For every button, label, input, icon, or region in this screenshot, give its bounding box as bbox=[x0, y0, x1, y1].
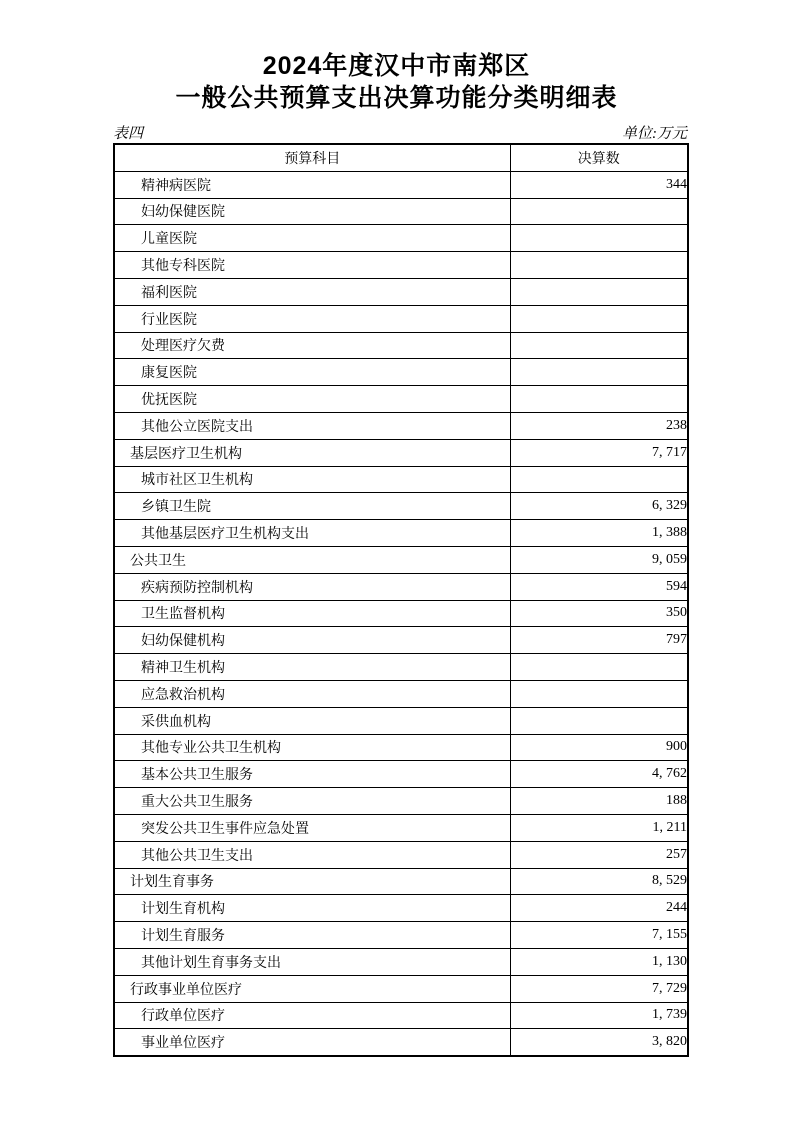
subject-cell: 基层医疗卫生机构 bbox=[114, 439, 510, 466]
amount-cell bbox=[510, 359, 688, 386]
subject-cell: 妇幼保健机构 bbox=[114, 627, 510, 654]
budget-table bbox=[113, 143, 689, 1057]
table-row bbox=[114, 627, 688, 654]
table-row bbox=[114, 198, 688, 225]
table-row bbox=[114, 573, 688, 600]
amount-cell bbox=[510, 654, 688, 681]
subject-cell: 计划生育服务 bbox=[114, 922, 510, 949]
amount-cell: 7, 155 bbox=[510, 922, 688, 949]
table-row bbox=[114, 386, 688, 413]
column-header-amount: 决算数 bbox=[510, 144, 688, 171]
amount-cell bbox=[510, 305, 688, 332]
table-row bbox=[114, 841, 688, 868]
table-row bbox=[114, 305, 688, 332]
amount-cell: 1, 211 bbox=[510, 814, 688, 841]
table-row bbox=[114, 734, 688, 761]
amount-cell: 7, 717 bbox=[510, 439, 688, 466]
table-row bbox=[114, 707, 688, 734]
amount-cell: 257 bbox=[510, 841, 688, 868]
table-row bbox=[114, 895, 688, 922]
amount-cell bbox=[510, 332, 688, 359]
amount-cell: 238 bbox=[510, 412, 688, 439]
table-row bbox=[114, 654, 688, 681]
table-row bbox=[114, 1029, 688, 1056]
amount-cell: 3, 820 bbox=[510, 1029, 688, 1056]
subject-cell: 妇幼保健医院 bbox=[114, 198, 510, 225]
table-row bbox=[114, 520, 688, 547]
table-row bbox=[114, 788, 688, 815]
amount-cell: 1, 739 bbox=[510, 1002, 688, 1029]
subject-cell: 疾病预防控制机构 bbox=[114, 573, 510, 600]
amount-cell: 594 bbox=[510, 573, 688, 600]
subject-cell: 乡镇卫生院 bbox=[114, 493, 510, 520]
amount-cell bbox=[510, 707, 688, 734]
subject-cell: 计划生育机构 bbox=[114, 895, 510, 922]
amount-cell: 4, 762 bbox=[510, 761, 688, 788]
table-caption-row bbox=[113, 125, 687, 143]
subject-cell: 康复医院 bbox=[114, 359, 510, 386]
amount-cell: 1, 388 bbox=[510, 520, 688, 547]
subject-cell: 突发公共卫生事件应急处置 bbox=[114, 814, 510, 841]
subject-cell: 行业医院 bbox=[114, 305, 510, 332]
subject-cell: 应急救治机构 bbox=[114, 680, 510, 707]
table-row bbox=[114, 680, 688, 707]
subject-cell: 行政事业单位医疗 bbox=[114, 975, 510, 1002]
subject-cell: 计划生育事务 bbox=[114, 868, 510, 895]
table-row bbox=[114, 278, 688, 305]
subject-cell: 城市社区卫生机构 bbox=[114, 466, 510, 493]
subject-cell: 其他公立医院支出 bbox=[114, 412, 510, 439]
amount-cell bbox=[510, 225, 688, 252]
amount-cell bbox=[510, 680, 688, 707]
amount-cell bbox=[510, 278, 688, 305]
subject-cell: 重大公共卫生服务 bbox=[114, 788, 510, 815]
table-row bbox=[114, 466, 688, 493]
subject-cell: 行政单位医疗 bbox=[114, 1002, 510, 1029]
page-title bbox=[0, 0, 793, 114]
table-row bbox=[114, 225, 688, 252]
unit-label: 单位:万元 bbox=[622, 126, 687, 142]
table-row bbox=[114, 948, 688, 975]
subject-cell: 其他基层医疗卫生机构支出 bbox=[114, 520, 510, 547]
table-row bbox=[114, 332, 688, 359]
table-row bbox=[114, 868, 688, 895]
table-row bbox=[114, 761, 688, 788]
amount-cell: 900 bbox=[510, 734, 688, 761]
title-line-2: 一般公共预算支出决算功能分类明细表 bbox=[175, 84, 618, 112]
subject-cell: 精神卫生机构 bbox=[114, 654, 510, 681]
subject-cell: 其他计划生育事务支出 bbox=[114, 948, 510, 975]
subject-cell: 处理医疗欠费 bbox=[114, 332, 510, 359]
table-row bbox=[114, 546, 688, 573]
subject-cell: 其他公共卫生支出 bbox=[114, 841, 510, 868]
amount-cell bbox=[510, 198, 688, 225]
subject-cell: 其他专业公共卫生机构 bbox=[114, 734, 510, 761]
subject-cell: 事业单位医疗 bbox=[114, 1029, 510, 1056]
table-row bbox=[114, 171, 688, 198]
table-row bbox=[114, 975, 688, 1002]
table-row bbox=[114, 1002, 688, 1029]
column-header-subject: 预算科目 bbox=[114, 144, 510, 171]
table-row bbox=[114, 359, 688, 386]
table-row bbox=[114, 252, 688, 279]
subject-cell: 优抚医院 bbox=[114, 386, 510, 413]
table-row bbox=[114, 922, 688, 949]
table-row bbox=[114, 493, 688, 520]
amount-cell: 9, 059 bbox=[510, 546, 688, 573]
amount-cell: 244 bbox=[510, 895, 688, 922]
table-row bbox=[114, 412, 688, 439]
amount-cell: 6, 329 bbox=[510, 493, 688, 520]
subject-cell: 其他专科医院 bbox=[114, 252, 510, 279]
subject-cell: 采供血机构 bbox=[114, 707, 510, 734]
amount-cell: 188 bbox=[510, 788, 688, 815]
subject-cell: 福利医院 bbox=[114, 278, 510, 305]
amount-cell: 344 bbox=[510, 171, 688, 198]
amount-cell bbox=[510, 386, 688, 413]
title-line-1: 2024年度汉中市南郑区 bbox=[262, 52, 531, 80]
table-row bbox=[114, 600, 688, 627]
amount-cell: 7, 729 bbox=[510, 975, 688, 1002]
amount-cell: 8, 529 bbox=[510, 868, 688, 895]
amount-cell: 1, 130 bbox=[510, 948, 688, 975]
table-row bbox=[114, 439, 688, 466]
header-row bbox=[114, 144, 688, 171]
table-row bbox=[114, 814, 688, 841]
amount-cell bbox=[510, 466, 688, 493]
amount-cell bbox=[510, 252, 688, 279]
amount-cell: 350 bbox=[510, 600, 688, 627]
subject-cell: 卫生监督机构 bbox=[114, 600, 510, 627]
table-number-label: 表四 bbox=[113, 126, 144, 142]
subject-cell: 精神病医院 bbox=[114, 171, 510, 198]
amount-cell: 797 bbox=[510, 627, 688, 654]
subject-cell: 儿童医院 bbox=[114, 225, 510, 252]
subject-cell: 公共卫生 bbox=[114, 546, 510, 573]
subject-cell: 基本公共卫生服务 bbox=[114, 761, 510, 788]
